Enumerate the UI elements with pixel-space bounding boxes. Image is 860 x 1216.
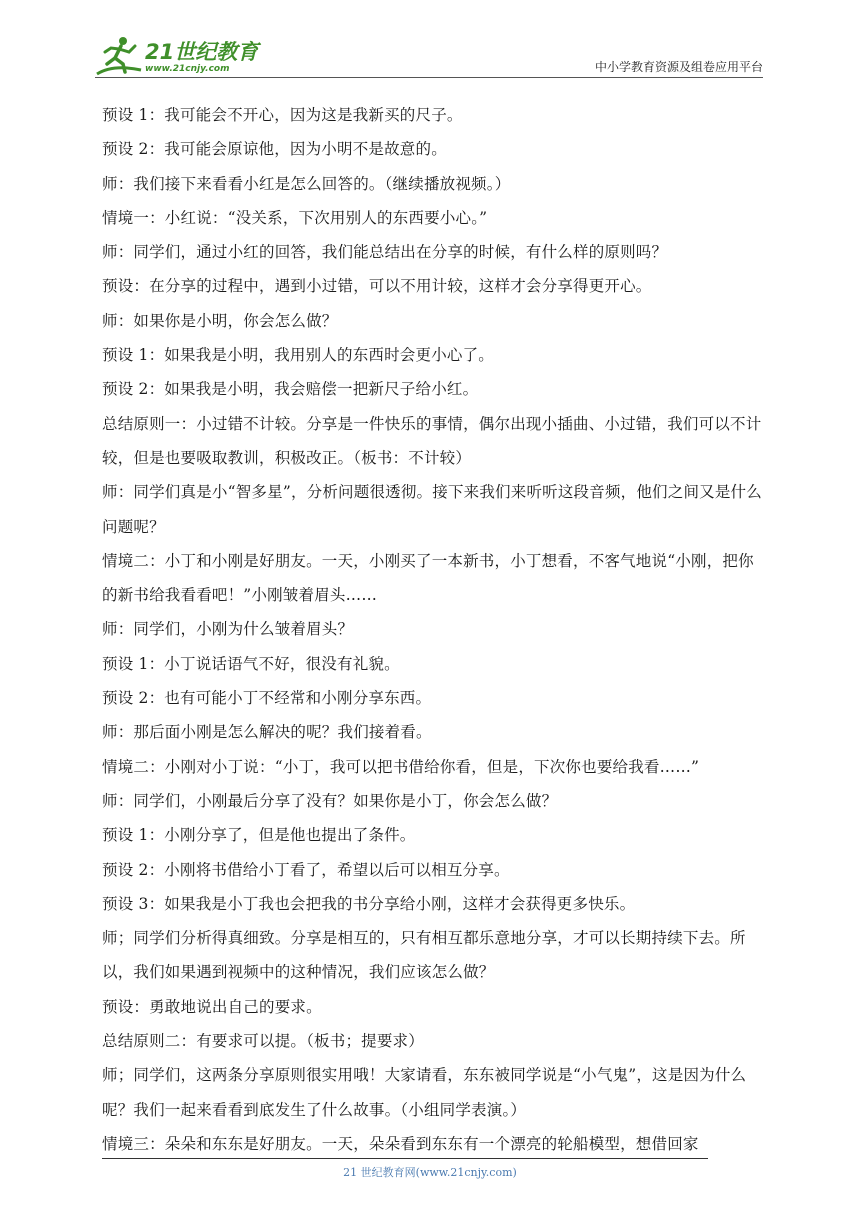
paragraph: 师：我们接下来看看小红是怎么回答的。（继续播放视频。） [102,174,511,193]
paragraph: 情境三：朵朵和东东是好朋友。一天，朵朵看到东东有一个漂亮的轮船模型，想借回家 [102,1134,699,1153]
paragraph: 预设 2：如果我是小明，我会赔偿一把新尺子给小红。 [102,380,479,399]
paragraph: 师：如果你是小明，你会怎么做？ [102,311,338,330]
page-header [95,30,763,80]
paragraph: 预设：勇敢地说出自己的要求。 [102,997,322,1016]
paragraph: 情境二：小丁和小刚是好朋友。一天，小刚买了一本新书，小丁想看，不客气地说“小刚，把你的新书给我看看吧！”小刚皱着眉头…… [102,551,754,605]
paragraph: 总结原则二：有要求可以提。（板书；提要求） [102,1032,424,1051]
paragraph: 师：那后面小刚是怎么解决的呢？我们接着看。 [102,723,432,742]
runner-icon [95,34,143,78]
paragraph: 师；同学们，这两条分享原则很实用哦！大家请看，东东被同学说是“小气鬼”，这是因为什么呢？我们一起来看看到底发生了什么故事。（小组同学表演。） [102,1066,747,1119]
logo-url: www.21cnjy.com [145,64,230,74]
paragraph: 预设 1：小刚分享了，但是他也提出了条件。 [102,826,416,845]
paragraph: 预设 1：如果我是小明，我用别人的东西时会更小心了。 [102,346,494,365]
paragraph: 师：同学们，小刚为什么皱着眉头？ [102,620,354,639]
header-divider [95,77,763,78]
footer-link[interactable]: 21 世纪教育网(www.21cnjy.com) [343,1166,517,1179]
footer-divider [102,1158,708,1159]
header-tagline: 中小学教育资源及组卷应用平台 [594,60,763,74]
paragraph: 预设 2：我可能会原谅他，因为小明不是故意的。 [102,140,447,159]
paragraph: 预设 3：如果我是小丁我也会把我的书分享给小刚，这样才会获得更多快乐。 [102,894,636,913]
paragraph: 预设 1：小丁说话语气不好，很没有礼貌。 [102,654,400,673]
paragraph: 师；同学们分析得真细致。分享是相互的，只有相互都乐意地分享，才可以长期持续下去。所以，我们如果遇到视频中的这种情况，我们应该怎么做？ [102,929,746,982]
paragraph: 预设 1：我可能会不开心，因为这是我新买的尺子。 [102,106,463,124]
paragraph: 师：同学们，通过小红的回答，我们能总结出在分享的时候，有什么样的原则吗？ [102,243,668,262]
document-body [102,98,766,1161]
paragraph: 师：同学们真是小“智多星”，分析问题很透彻。接下来我们来听听这段音频，他们之间又是什么问题呢？ [102,483,762,536]
paragraph: 情境二：小刚对小丁说：“小丁，我可以把书借给你看，但是，下次你也要给我看……” [102,757,700,776]
site-logo[interactable] [95,34,270,78]
paragraph: 预设 2：也有可能小丁不经常和小刚分享东西。 [102,689,432,708]
paragraph: 总结原则一：小过错不计较。分享是一件快乐的事情，偶尔出现小插曲、小过错，我们可以不计较，但是也要吸取教训，积极改正。（板书：不计较） [102,414,762,467]
paragraph: 预设：在分享的过程中，遇到小过错，可以不用计较，这样才会分享得更开心。 [102,277,652,296]
paragraph: 预设 2：小刚将书借给小丁看了，希望以后可以相互分享。 [102,860,510,879]
logo-title: 21世纪教育 [145,40,259,64]
paragraph: 情境一：小红说：“没关系，下次用别人的东西要小心。” [102,208,488,227]
paragraph: 师：同学们，小刚最后分享了没有？如果你是小丁，你会怎么做？ [102,791,558,810]
